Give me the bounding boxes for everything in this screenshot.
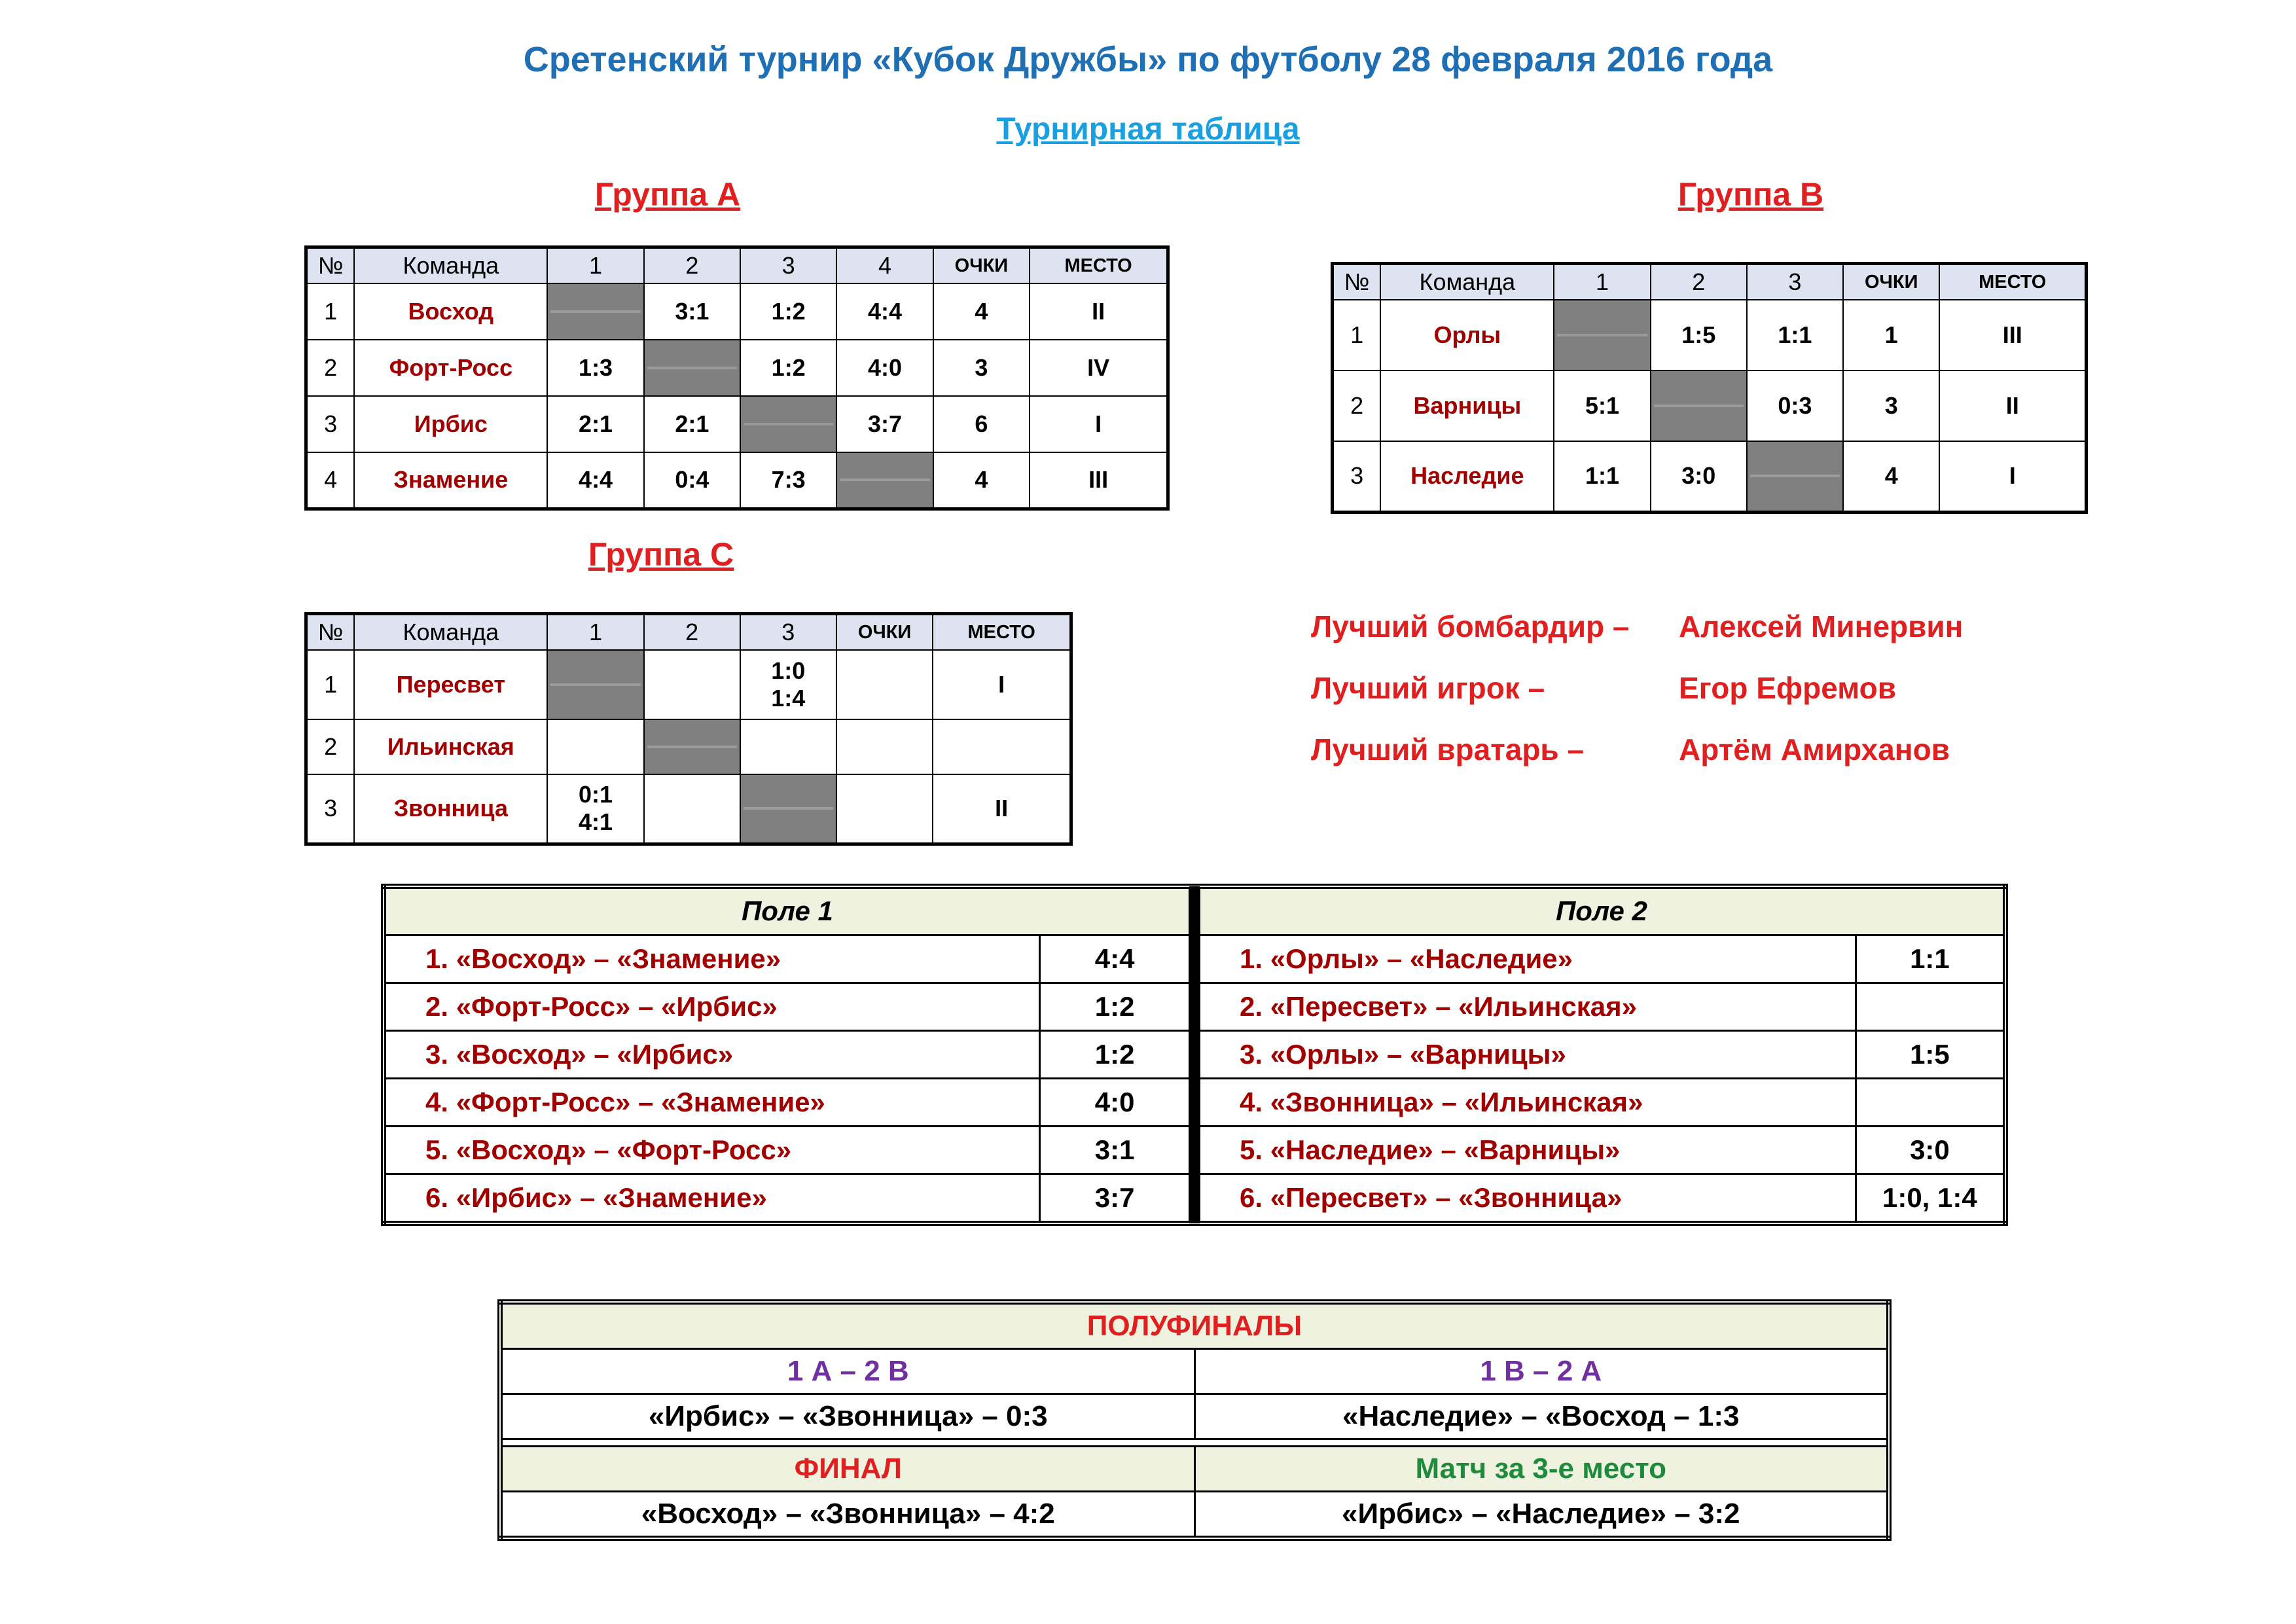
result-cell — [1856, 983, 2005, 1030]
table-row — [306, 452, 1168, 509]
row-no: 3 — [306, 396, 355, 452]
score-line: 1:0 — [771, 657, 806, 684]
page-subtitle: Турнирная таблица — [996, 112, 1300, 147]
result-cell: 1:5 — [1856, 1030, 2005, 1078]
group-a-table — [304, 245, 1170, 511]
result-cell — [1856, 1078, 2005, 1126]
field-gap — [1189, 886, 1199, 935]
award-name: Артём Амирханов — [1679, 732, 1950, 767]
points-cell — [836, 650, 933, 719]
col-1: 1 — [547, 614, 643, 651]
row-no: 1 — [306, 650, 355, 719]
result-cell: 3:0 — [1856, 1126, 2005, 1174]
place-cell: II — [1939, 370, 2086, 441]
match-cell: 5. «Восход» – «Форт-Росс» — [384, 1126, 1040, 1174]
self-cell — [547, 283, 643, 340]
result-cell: 1:2 — [1040, 1030, 1190, 1078]
col-points: ОЧКИ — [933, 247, 1030, 284]
result-cell: 1:0, 1:4 — [1856, 1174, 2005, 1223]
col-2: 2 — [644, 247, 740, 284]
score-cell: 1:2 — [740, 340, 836, 396]
match-cell: 2. «Форт-Росс» – «Ирбис» — [384, 983, 1040, 1030]
self-cell — [1554, 300, 1650, 370]
table-row — [384, 1126, 2005, 1174]
col-team: Команда — [354, 247, 547, 284]
col-1: 1 — [547, 247, 643, 284]
col-3: 3 — [740, 247, 836, 284]
table-row — [384, 1030, 2005, 1078]
award-label: Лучший вратарь – — [1311, 732, 1585, 767]
final-result: «Восход» – «Звонница» – 4:2 — [500, 1492, 1194, 1539]
score-cell: 2:1 — [547, 396, 643, 452]
table-row — [384, 935, 2005, 983]
col-points: ОЧКИ — [836, 614, 933, 651]
third-place-result: «Ирбис» – «Наследие» – 3:2 — [1194, 1492, 1889, 1539]
col-2: 2 — [644, 614, 740, 651]
score-cell: 1:3 — [547, 340, 643, 396]
score-cell: 0:3 — [1747, 370, 1843, 441]
col-no: № — [1333, 264, 1381, 300]
self-cell — [1651, 370, 1747, 441]
score-line: 0:1 — [579, 781, 613, 808]
place-cell: III — [1939, 300, 2086, 370]
row-no: 2 — [306, 719, 355, 774]
semi2-result: «Наследие» – «Восход – 1:3 — [1194, 1394, 1889, 1439]
self-cell — [644, 719, 740, 774]
row-no: 1 — [1333, 300, 1381, 370]
score-cell — [644, 650, 740, 719]
group-c-title: Группа С — [588, 536, 734, 573]
team-name: Знамение — [354, 452, 547, 509]
score-cell: 4:0 — [836, 340, 933, 396]
table-row — [306, 719, 1071, 774]
score-cell: 1:5 — [1651, 300, 1747, 370]
points-cell: 6 — [933, 396, 1030, 452]
col-3: 3 — [1747, 264, 1843, 300]
group-a-title: Группа А — [594, 176, 741, 213]
score-cell: 1:1 — [1554, 441, 1650, 512]
page-title: Сретенский турнир «Кубок Дружбы» по футболу 28 февраля 2016 года — [523, 40, 1773, 79]
col-team: Команда — [354, 614, 547, 651]
points-cell: 4 — [1843, 441, 1939, 512]
team-name: Пересвет — [354, 650, 547, 719]
points-cell: 1 — [1843, 300, 1939, 370]
col-4: 4 — [836, 247, 933, 284]
points-cell: 3 — [933, 340, 1030, 396]
place-cell: I — [1030, 396, 1168, 452]
self-cell — [644, 340, 740, 396]
row-no: 2 — [1333, 370, 1381, 441]
semi2-pair: 1 В – 2 А — [1194, 1349, 1889, 1394]
field-gap — [1189, 1174, 1199, 1223]
table-row — [306, 774, 1071, 844]
score-cell: 3:7 — [836, 396, 933, 452]
score-cell: 0:4 — [644, 452, 740, 509]
group-b-header-row — [1333, 264, 2087, 300]
group-b-title: Группа В — [1677, 176, 1824, 213]
match-cell: 6. «Ирбис» – «Знамение» — [384, 1174, 1040, 1223]
table-row — [384, 1174, 2005, 1223]
group-b-table — [1331, 262, 2088, 514]
col-no: № — [306, 614, 355, 651]
result-cell: 1:1 — [1856, 935, 2005, 983]
col-place: МЕСТО — [933, 614, 1071, 651]
score-cell: 5:1 — [1554, 370, 1650, 441]
field-gap — [1189, 1126, 1199, 1174]
match-cell: 1. «Орлы» – «Наследие» — [1200, 935, 1856, 983]
table-row — [1333, 370, 2087, 441]
score-cell — [547, 774, 643, 844]
col-place: МЕСТО — [1030, 247, 1168, 284]
score-cell: 1:2 — [740, 283, 836, 340]
table-row — [1333, 441, 2087, 512]
field-gap — [1189, 1030, 1199, 1078]
row-no: 2 — [306, 340, 355, 396]
self-cell — [740, 774, 836, 844]
table-row — [306, 340, 1168, 396]
match-cell: 2. «Пересвет» – «Ильинская» — [1200, 983, 1856, 1030]
match-cell: 5. «Наследие» – «Варницы» — [1200, 1126, 1856, 1174]
semi1-result: «Ирбис» – «Звонница» – 0:3 — [500, 1394, 1194, 1439]
award-label: Лучший игрок – — [1311, 671, 1545, 705]
result-cell: 4:0 — [1040, 1078, 1190, 1126]
table-row — [384, 983, 2005, 1030]
team-name: Орлы — [1380, 300, 1554, 370]
col-2: 2 — [1651, 264, 1747, 300]
group-c-table — [304, 612, 1073, 846]
table-row — [306, 283, 1168, 340]
match-cell: 3. «Орлы» – «Варницы» — [1200, 1030, 1856, 1078]
col-place: МЕСТО — [1939, 264, 2086, 300]
group-a-header-row — [306, 247, 1168, 284]
row-no: 1 — [306, 283, 355, 340]
final-title: ФИНАЛ — [500, 1447, 1194, 1492]
place-cell: II — [933, 774, 1071, 844]
place-cell: II — [1030, 283, 1168, 340]
self-cell — [547, 650, 643, 719]
result-cell: 1:2 — [1040, 983, 1190, 1030]
self-cell — [740, 396, 836, 452]
score-cell: 3:0 — [1651, 441, 1747, 512]
award-label: Лучший бомбардир – — [1311, 609, 1630, 643]
score-cell: 3:1 — [644, 283, 740, 340]
self-cell — [1747, 441, 1843, 512]
match-cell: 6. «Пересвет» – «Звонница» — [1200, 1174, 1856, 1223]
table-row — [384, 1078, 2005, 1126]
score-cell — [547, 719, 643, 774]
self-cell — [836, 452, 933, 509]
award-name: Алексей Минервин — [1679, 609, 1964, 643]
fields-header-row — [384, 886, 2005, 935]
field-1-header: Поле 1 — [384, 886, 1189, 935]
field-gap — [1189, 935, 1199, 983]
team-name: Ильинская — [354, 719, 547, 774]
team-name: Восход — [354, 283, 547, 340]
match-cell: 4. «Звонница» – «Ильинская» — [1200, 1078, 1856, 1126]
result-cell: 3:7 — [1040, 1174, 1190, 1223]
col-points: ОЧКИ — [1843, 264, 1939, 300]
team-name: Ирбис — [354, 396, 547, 452]
score-cell — [740, 719, 836, 774]
score-cell: 4:4 — [547, 452, 643, 509]
score-cell — [740, 650, 836, 719]
field-2-header: Поле 2 — [1200, 886, 2006, 935]
col-team: Команда — [1380, 264, 1554, 300]
team-name: Форт-Росс — [354, 340, 547, 396]
col-1: 1 — [1554, 264, 1650, 300]
result-cell: 4:4 — [1040, 935, 1190, 983]
place-cell — [933, 719, 1071, 774]
table-row — [1333, 300, 2087, 370]
score-cell: 2:1 — [644, 396, 740, 452]
place-cell: I — [1939, 441, 2086, 512]
col-3: 3 — [740, 614, 836, 651]
score-line: 4:1 — [579, 808, 613, 836]
team-name: Варницы — [1380, 370, 1554, 441]
field-gap — [1189, 1078, 1199, 1126]
field-gap — [1189, 983, 1199, 1030]
place-cell: III — [1030, 452, 1168, 509]
table-row — [306, 396, 1168, 452]
group-c-header-row — [306, 614, 1071, 651]
score-cell — [644, 774, 740, 844]
place-cell: IV — [1030, 340, 1168, 396]
place-cell: I — [933, 650, 1071, 719]
score-line: 1:4 — [771, 685, 806, 712]
fields-schedule-table — [381, 884, 2008, 1226]
row-no: 4 — [306, 452, 355, 509]
team-name: Звонница — [354, 774, 547, 844]
playoff-separator — [500, 1439, 1889, 1447]
points-cell: 3 — [1843, 370, 1939, 441]
points-cell: 4 — [933, 452, 1030, 509]
row-no: 3 — [1333, 441, 1381, 512]
score-cell: 4:4 — [836, 283, 933, 340]
result-cell: 3:1 — [1040, 1126, 1190, 1174]
award-name: Егор Ефремов — [1679, 671, 1897, 705]
match-cell: 4. «Форт-Росс» – «Знамение» — [384, 1078, 1040, 1126]
points-cell — [836, 774, 933, 844]
score-cell: 7:3 — [740, 452, 836, 509]
points-cell: 4 — [933, 283, 1030, 340]
points-cell — [836, 719, 933, 774]
col-no: № — [306, 247, 355, 284]
table-row — [306, 650, 1071, 719]
third-place-title: Матч за 3-е место — [1194, 1447, 1889, 1492]
match-cell: 1. «Восход» – «Знамение» — [384, 935, 1040, 983]
team-name: Наследие — [1380, 441, 1554, 512]
semi1-pair: 1 А – 2 В — [500, 1349, 1194, 1394]
match-cell: 3. «Восход» – «Ирбис» — [384, 1030, 1040, 1078]
row-no: 3 — [306, 774, 355, 844]
semifinals-title: ПОЛУФИНАЛЫ — [500, 1302, 1889, 1349]
score-cell: 1:1 — [1747, 300, 1843, 370]
playoff-table — [497, 1299, 1892, 1541]
